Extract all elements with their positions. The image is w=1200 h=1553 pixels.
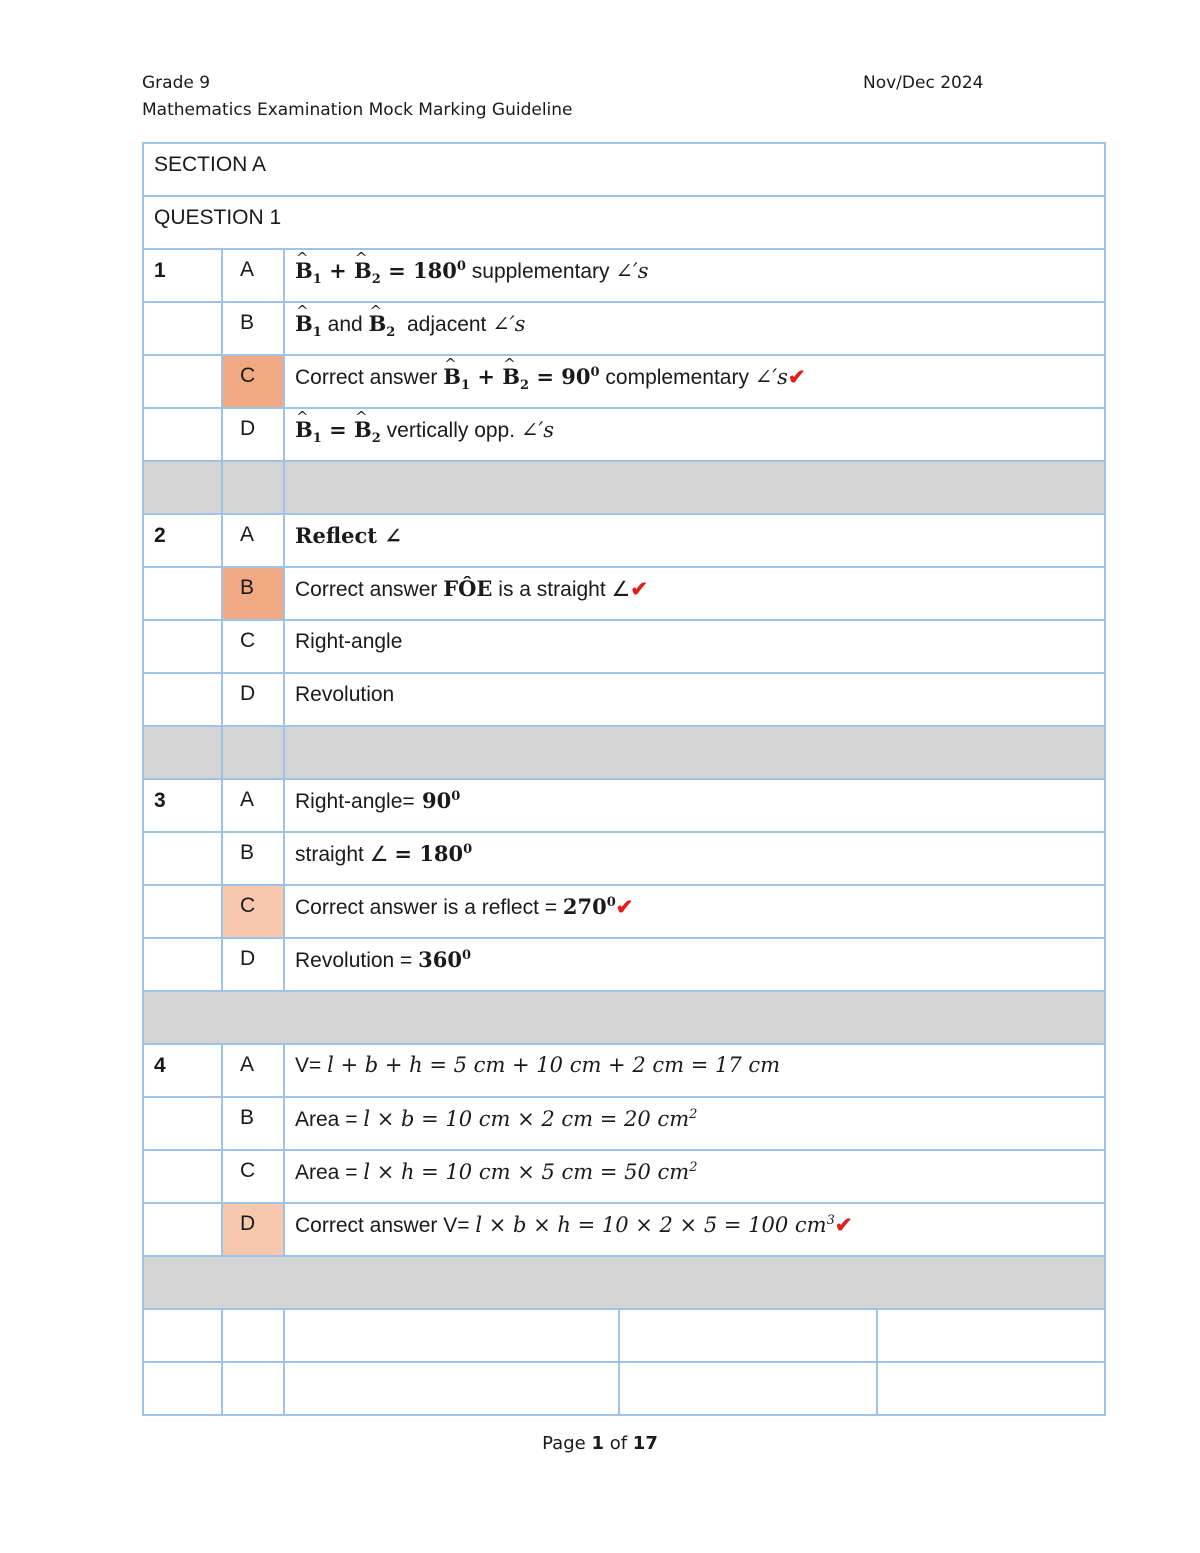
table-row — [143, 514, 1105, 567]
option-text: Correct answer is a reflect = $270^0✔$ — [295, 894, 634, 919]
option-text: ^ $B_1$ + ^ $B_2 = 180^0$ supplementary ∠′s — [285, 250, 1104, 286]
question-row — [143, 196, 1105, 249]
empty-row — [143, 1309, 1105, 1362]
table-row — [143, 302, 1105, 355]
tick-icon: ✔ — [615, 896, 634, 919]
question-number: 4 — [154, 1054, 166, 1077]
correct-option-cell — [222, 885, 284, 938]
table-row — [143, 885, 1105, 938]
spacer-row — [143, 461, 1105, 514]
option-text: Area = l × h = 10 cm × 5 cm = 50 $cm^2$ — [295, 1160, 698, 1184]
tick-icon: ✔ — [834, 1214, 853, 1237]
table-row — [143, 249, 1105, 302]
option-text: Revolution = $360^0$ — [295, 947, 472, 972]
option-letter: D — [240, 682, 256, 705]
option-letter: D — [240, 417, 256, 440]
table-row — [143, 408, 1105, 461]
option-letter: B — [240, 311, 255, 334]
question-number: 1 — [154, 259, 166, 282]
option-letter: A — [240, 523, 255, 546]
spacer-row — [143, 991, 1105, 1044]
option-text: straight ∠ = $180^0$ — [295, 841, 473, 866]
question-number: 2 — [154, 524, 166, 547]
exam-date: Nov/Dec 2024 — [863, 73, 984, 93]
grade-label: Grade 9 — [142, 73, 211, 93]
option-letter: A — [240, 258, 255, 281]
option-letter: C — [240, 364, 256, 387]
tick-icon: ✔ — [787, 366, 806, 389]
option-letter: C — [240, 894, 256, 917]
table-row — [143, 355, 1105, 408]
spacer-row — [143, 726, 1105, 779]
tick-icon: ✔ — [630, 578, 648, 601]
table-row — [143, 673, 1105, 726]
table-row — [143, 832, 1105, 885]
spacer-row — [143, 1256, 1105, 1309]
table-row — [143, 620, 1105, 673]
option-letter: C — [240, 1159, 256, 1182]
correct-option-cell — [222, 1203, 284, 1256]
option-text: ^ $B_1$ = ^ $B_2$ vertically opp. ∠′s — [285, 409, 1104, 445]
option-letter: D — [240, 947, 256, 970]
section-title: SECTION A — [154, 153, 267, 176]
table-row — [143, 938, 1105, 991]
correct-option-cell — [222, 355, 284, 408]
table-row — [143, 779, 1105, 832]
option-letter: B — [240, 1106, 255, 1129]
option-text: Correct answer V= l × b × h = 10 × 2 × 5 = 100 $cm^3✔$ — [295, 1213, 853, 1237]
option-text: Right-angle — [295, 630, 403, 653]
option-text: Revolution — [295, 683, 395, 706]
table-row — [143, 567, 1105, 620]
empty-row — [143, 1362, 1105, 1415]
option-letter: B — [240, 841, 255, 864]
question-number: 3 — [154, 789, 166, 812]
option-letter: B — [240, 576, 255, 599]
option-letter: A — [240, 788, 255, 811]
page-footer: Page 1 of 17 — [542, 1433, 658, 1454]
table-row — [143, 1044, 1105, 1097]
option-letter: D — [240, 1212, 256, 1235]
table-row — [143, 1203, 1105, 1256]
option-text: Right-angle= $90^0$ — [295, 788, 461, 813]
option-letter: A — [240, 1053, 255, 1076]
correct-option-cell — [222, 567, 284, 620]
marking-table — [142, 142, 1106, 1416]
option-letter: C — [240, 629, 256, 652]
section-row — [143, 143, 1105, 196]
option-text: Area = l × b = 10 cm × 2 cm = 20 $cm^2$ — [295, 1107, 698, 1131]
option-text: V= l + b + h = 5 cm + 10 cm + 2 cm = 17 cm — [295, 1053, 781, 1077]
table-row — [143, 1097, 1105, 1150]
option-text: ^ $B_1$ and ^ $B_2$ adjacent ∠′s — [285, 303, 1104, 339]
question-title: QUESTION 1 — [154, 206, 282, 229]
table-row — [143, 1150, 1105, 1203]
option-text: Correct answer ^ $B_1$ + ^ $B_2 = 90^0$ complementary ∠′s✔ — [285, 356, 1104, 392]
option-text: Correct answer FÔE is a straight ∠✔ — [295, 576, 648, 601]
option-text: Reflect ∠ — [295, 523, 402, 548]
document-title: Mathematics Examination Mock Marking Guideline — [142, 100, 573, 120]
